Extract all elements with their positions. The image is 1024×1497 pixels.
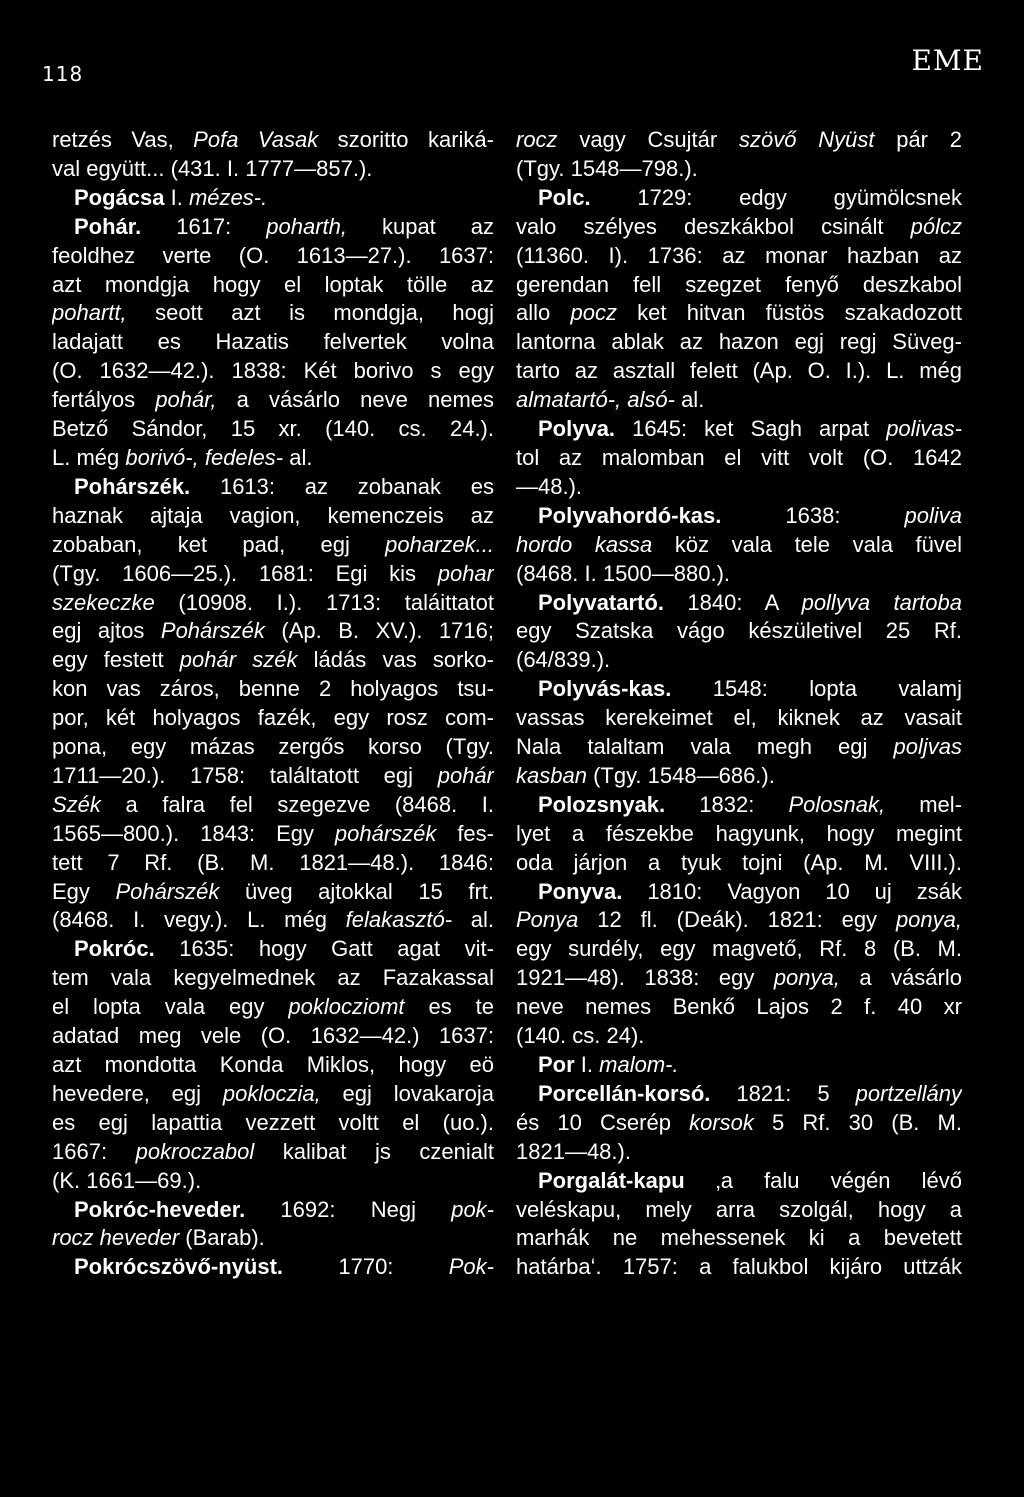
text-line (516, 704, 962, 733)
text-span: a falra fel szegezve (8468. I. (100, 791, 494, 817)
text-span: egj lovakaroja (320, 1080, 494, 1106)
italic-term: hordo kassa (516, 531, 653, 557)
text-line (52, 126, 494, 155)
text-line (52, 357, 494, 386)
text-line (52, 589, 494, 618)
text-span: 1638: (721, 502, 905, 528)
text-line (516, 299, 962, 328)
text-line (52, 1138, 494, 1167)
text-span: ládás vas sorko- (297, 647, 494, 673)
text-line (516, 964, 962, 993)
text-span: 1821: 5 (710, 1080, 856, 1106)
italic-term: pohar (437, 560, 494, 586)
text-line (52, 849, 494, 878)
text-line (52, 473, 494, 502)
text-line (52, 617, 494, 646)
italic-term: poliva (904, 502, 962, 528)
text-span: (Tgy. 1548—686.). (586, 762, 775, 788)
text-line (516, 1167, 962, 1196)
text-span: gerendan fell szegzet fenyő deszkabol (516, 271, 962, 297)
text-span: Egy (52, 878, 116, 904)
text-line (52, 878, 494, 907)
text-span: kon vas záros, benne 2 holyagos tsu- (52, 676, 494, 702)
text-span: haznak ajtaja vagion, kemenczeis az (52, 502, 494, 528)
text-span: al. (283, 444, 313, 470)
text-span: 1617: (141, 213, 267, 239)
text-span: (Tgy. 1548—798.). (516, 155, 698, 181)
italic-term: pok- (451, 1196, 494, 1222)
text-span: 1635: hogy Gatt agat vit- (154, 936, 494, 962)
text-span: (8468. I. vegy.). L. még (52, 907, 346, 933)
text-span: (Barab). (179, 1225, 265, 1251)
text-span: hevedere, egj (52, 1080, 223, 1106)
italic-term: mézes-. (188, 184, 268, 210)
text-span: mel- (885, 791, 962, 817)
text-line (516, 1080, 962, 1109)
text-span: tol az malomban el vitt volt (O. 1642 (516, 444, 962, 470)
italic-term: portzellány (855, 1080, 962, 1106)
text-span: ‚a falu végén lévő (684, 1167, 962, 1193)
text-line (52, 675, 494, 704)
text-line (516, 646, 962, 675)
italic-term: pocz (570, 300, 617, 326)
entry-headword: Polc. (538, 184, 591, 210)
text-line (516, 126, 962, 155)
text-span: 1565—800.). 1843: Egy (52, 820, 335, 846)
text-line (516, 184, 962, 213)
text-span: 5 Rf. 30 (B. M. (753, 1109, 962, 1135)
text-span: 1613: az zobanak es (190, 473, 494, 499)
text-span: 1667: (52, 1138, 136, 1164)
text-line (516, 617, 962, 646)
entry-headword: Pokróc. (74, 936, 155, 962)
text-line (516, 993, 962, 1022)
text-span: allo (516, 300, 571, 326)
entry-headword: Pohárszék. (74, 473, 191, 499)
italic-term: Pohárszék (160, 618, 265, 644)
text-line (52, 762, 494, 791)
text-line (516, 675, 962, 704)
text-span: (10908. I.). 1713: taláittatot (154, 589, 494, 615)
text-line (516, 733, 962, 762)
entry-headword: Porcellán-korsó. (538, 1080, 711, 1106)
text-span: (8468. I. 1500—880.). (516, 560, 731, 586)
text-line (52, 386, 494, 415)
text-span: L. még (52, 444, 126, 470)
text-span: val együtt... (431. I. 1777—857.). (52, 155, 373, 181)
text-line (516, 328, 962, 357)
text-span: a vásárlo neve nemes (216, 387, 494, 413)
text-span: és 10 Cserép (516, 1109, 690, 1135)
italic-term: polivas- (886, 416, 962, 442)
text-line (52, 1167, 494, 1196)
italic-term: ponya, (773, 965, 840, 991)
text-line (516, 1253, 962, 1282)
text-span: 1810: Vagyon 10 uj zsák (622, 878, 962, 904)
italic-term: Pok- (448, 1254, 494, 1280)
text-span: zobaban, ket pad, egj (52, 531, 386, 557)
text-span: 1832: (665, 791, 789, 817)
text-span: vassas kerekeimet el, kiknek az vasait (516, 705, 962, 731)
italic-term: pokroczabol (135, 1138, 255, 1164)
text-span: 1840: A (663, 589, 802, 615)
text-span: azt mondotta Konda Miklos, hogy eö (52, 1052, 494, 1077)
entry-headword: Polyvás-kas. (538, 676, 672, 702)
text-line (52, 299, 494, 328)
text-line (52, 560, 494, 589)
text-span: fertályos (52, 387, 156, 413)
italic-term: szekeczke (52, 589, 155, 615)
text-line (516, 1138, 962, 1167)
text-span: kupat az (347, 213, 494, 239)
text-span: marhák ne mehessenek ki a bevetett (516, 1225, 962, 1251)
text-span: (11360. I). 1736: az monar hazban az (516, 242, 962, 268)
text-span: es egj lapattia vezzett voltt el (uo.). (52, 1109, 494, 1135)
italic-term: Pohárszék (115, 878, 220, 904)
italic-term: poharth, (266, 213, 347, 239)
text-line (52, 1080, 494, 1109)
text-span: ladajatt es Hazatis felvertek volna (52, 329, 494, 355)
text-span: —48.). (516, 473, 583, 499)
text-line (516, 878, 962, 907)
text-line (516, 1196, 962, 1225)
text-line (52, 1109, 494, 1138)
page-number: 118 (42, 62, 84, 86)
text-line (52, 242, 494, 271)
text-span: Nala talaltam vala megh egj (516, 734, 894, 760)
left-text-column (52, 126, 494, 1282)
text-span: pona, egy mázas zergős korso (Tgy. (52, 734, 494, 760)
entry-headword: Pokrócszövő-nyüst. (74, 1254, 284, 1280)
text-span: 12 fl. (Deák). 1821: egy (578, 907, 896, 933)
italic-term: kasban (516, 762, 587, 788)
text-line (516, 1109, 962, 1138)
text-span: szoritto kariká- (318, 127, 494, 152)
text-span: I. (164, 184, 189, 210)
text-span: 1821—48.). (516, 1138, 631, 1164)
text-line (516, 589, 962, 618)
italic-term: malom-. (599, 1052, 679, 1077)
italic-term: Ponya (516, 907, 579, 933)
text-line (516, 415, 962, 444)
text-span: al. (452, 907, 494, 933)
entry-headword: Pohár. (74, 213, 142, 239)
text-span: retzés Vas, (52, 127, 194, 152)
italic-term: pólcz (910, 213, 962, 239)
italic-term: rocz heveder (52, 1225, 180, 1251)
italic-term: almatartó-, alsó- (516, 387, 675, 413)
text-span: egy festett (52, 647, 180, 673)
text-span: 1692: Negj (245, 1196, 452, 1222)
text-line (516, 473, 962, 502)
text-span: fes- (436, 820, 494, 846)
text-span: tett 7 Rf. (B. M. 1821—48.). 1846: (52, 849, 494, 875)
text-line (516, 213, 962, 242)
text-line (52, 820, 494, 849)
text-line (516, 502, 962, 531)
text-span: 1729: edgy gyümölcsnek (590, 184, 962, 210)
text-line (516, 849, 962, 878)
entry-headword: Polyvatartó. (538, 589, 664, 615)
text-line (52, 935, 494, 964)
entry-headword: Por (538, 1052, 575, 1077)
text-line (52, 646, 494, 675)
text-line (52, 791, 494, 820)
text-span: pár 2 (874, 127, 962, 152)
text-span: (Ap. B. XV.). 1716; (264, 618, 494, 644)
text-line (516, 791, 962, 820)
text-span: határba‘. 1757: a falukbol kijáro uttzák (516, 1254, 962, 1280)
italic-term: pohár (437, 762, 494, 788)
text-span: vagy Csujtár (557, 127, 739, 152)
text-span: valo szélyes deszkákbol csinált (516, 213, 911, 239)
text-span: üveg ajtokkal 15 frt. (219, 878, 494, 904)
text-span: el lopta vala egy (52, 994, 289, 1020)
text-line (52, 906, 494, 935)
italic-term: korsok (689, 1109, 754, 1135)
text-line (52, 733, 494, 762)
text-span: por, két holyagos fazék, egy rosz com- (52, 705, 494, 731)
text-line (52, 1051, 494, 1080)
italic-term: pokloczia, (222, 1080, 321, 1106)
text-line (516, 531, 962, 560)
italic-term: poljvas (893, 734, 962, 760)
italic-term: Pofa Vasak (193, 127, 319, 152)
text-span: lantorna ablak az hazon egj regj Süveg- (516, 329, 962, 355)
text-span: kalibat js czenialt (254, 1138, 494, 1164)
text-span: feoldhez verte (O. 1613—27.). 1637: (52, 242, 494, 268)
text-span: 1921—48). 1838: egy (516, 965, 774, 991)
italic-term: felakasztó- (345, 907, 453, 933)
italic-term: Polosnak, (788, 791, 886, 817)
text-line (52, 184, 494, 213)
italic-term: pollyva tartoba (801, 589, 962, 615)
text-line (516, 762, 962, 791)
italic-term: ponya, (895, 907, 962, 933)
text-span: oda járjon a tyuk tojni (Ap. M. VIII.). (516, 849, 962, 875)
italic-term: szövő Nyüst (738, 127, 875, 152)
italic-term: pohartt, (52, 300, 127, 326)
text-span: 1770: (283, 1254, 449, 1280)
text-span: azt mondgja hogy el loptak tölle az (52, 271, 494, 297)
entry-headword: Polyvahordó-kas. (538, 502, 722, 528)
entry-headword: Polyva. (538, 416, 616, 442)
text-span: I. (574, 1052, 600, 1077)
text-line (52, 155, 494, 184)
text-span: (Tgy. 1606—25.). 1681: Egi kis (52, 560, 438, 586)
italic-term: pohárszék (334, 820, 437, 846)
text-line (516, 444, 962, 473)
text-span: neve nemes Benkő Lajos 2 f. 40 xr (516, 994, 962, 1020)
text-line (516, 242, 962, 271)
text-line (52, 415, 494, 444)
entry-headword: Pokróc-heveder. (74, 1196, 246, 1222)
text-span: tem vala kegyelmednek az Fazakassal (52, 965, 494, 991)
text-span: 1548: lopta valamj (671, 676, 962, 702)
text-span: seott azt is mondgja, hogj (126, 300, 494, 326)
text-line (516, 820, 962, 849)
italic-term: borivó-, fedeles- (125, 444, 284, 470)
text-span: lyet a fészekbe hagyunk, hogy megint (516, 820, 962, 846)
text-line (516, 1022, 962, 1051)
text-line (516, 357, 962, 386)
text-span: a vásárlo (839, 965, 962, 991)
text-line (516, 1051, 962, 1080)
text-line (52, 1224, 494, 1253)
text-span: egj ajtos (52, 618, 161, 644)
running-head: EME (911, 44, 984, 77)
italic-term: poklocziomt (288, 994, 405, 1020)
text-line (516, 271, 962, 300)
text-line (52, 502, 494, 531)
text-span: tarto az asztall felett (Ap. O. I.). L. még (516, 358, 962, 384)
entry-headword: Ponyva. (538, 878, 623, 904)
text-span: 1711—20.). 1758: találtatott egj (52, 762, 438, 788)
text-line (516, 935, 962, 964)
text-line (52, 531, 494, 560)
italic-term: rocz (516, 127, 558, 152)
text-span: (64/839.). (516, 647, 611, 673)
text-span: 1645: ket Sagh arpat (615, 416, 887, 442)
text-span: es te (404, 994, 494, 1020)
text-line (516, 560, 962, 589)
entry-headword: Pogácsa (74, 184, 165, 210)
text-line (516, 155, 962, 184)
text-span: Betző Sándor, 15 xr. (140. cs. 24.). (52, 416, 494, 442)
text-span: adatad meg vele (O. 1632—42.) 1637: (52, 1023, 494, 1049)
text-span: (140. cs. 24). (516, 1023, 645, 1049)
entry-headword: Porgalát-kapu (538, 1167, 685, 1193)
italic-term: poharzek... (385, 531, 494, 557)
italic-term: Szék (52, 791, 101, 817)
italic-term: pohár szék (179, 647, 298, 673)
text-line (52, 704, 494, 733)
text-span: egy surdély, egy magvető, Rf. 8 (B. M. (516, 936, 962, 962)
right-text-column (516, 126, 962, 1282)
text-line (516, 906, 962, 935)
text-line (52, 1022, 494, 1051)
text-line (52, 1253, 494, 1282)
text-line (52, 328, 494, 357)
text-line (52, 271, 494, 300)
text-span: köz vala tele vala füvel (652, 531, 962, 557)
text-line (52, 444, 494, 473)
text-line (52, 993, 494, 1022)
text-span: egy Szatska vágo készületivel 25 Rf. (516, 618, 962, 644)
text-line (52, 1196, 494, 1225)
entry-headword: Polozsnyak. (538, 791, 666, 817)
text-line (52, 964, 494, 993)
italic-term: pohár, (155, 387, 217, 413)
text-line (516, 386, 962, 415)
text-line (516, 1224, 962, 1253)
text-line (52, 213, 494, 242)
text-span: (O. 1632—42.). 1838: Két borivo s egy (52, 358, 494, 384)
text-span: veléskapu, mely arra szolgál, hogy a (516, 1196, 962, 1222)
text-span: ket hitvan füstös szakadozott (616, 300, 962, 326)
text-span: al. (674, 387, 705, 413)
text-span: (K. 1661—69.). (52, 1167, 202, 1193)
